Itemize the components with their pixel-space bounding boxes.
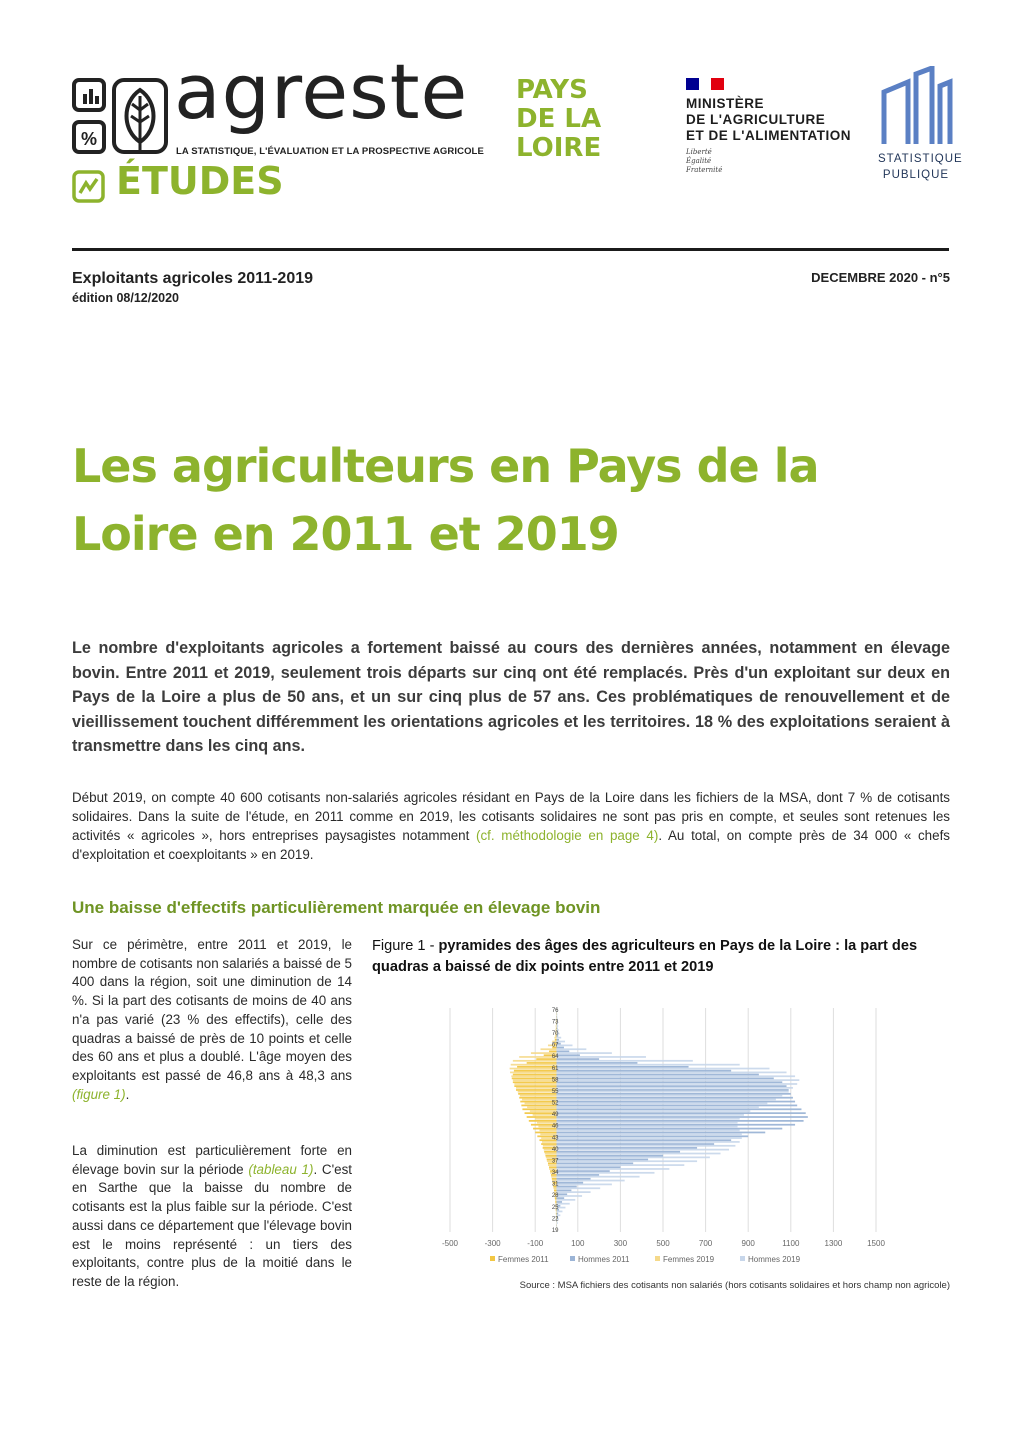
motto-line: Fraternité — [686, 166, 723, 174]
pyramid-bar — [557, 1151, 681, 1153]
pyramid-bar — [557, 1016, 558, 1018]
pyramid-bar — [557, 1132, 766, 1134]
pyramid-bar — [511, 1064, 557, 1066]
pyramid-bar — [557, 1101, 796, 1103]
pyramid-bar — [557, 1099, 776, 1101]
pyramid-bar — [557, 1048, 587, 1050]
pyramid-bar — [557, 1085, 787, 1087]
legend-label: Femmes 2019 — [663, 1255, 715, 1264]
pyramid-bar — [557, 1070, 732, 1072]
pyramid-bar — [557, 1106, 759, 1108]
pyramid-bar — [557, 1102, 768, 1104]
x-tick-label: 700 — [698, 1239, 713, 1248]
intro-text: Début 2019, on compte 40 600 cotisants non-salariés agricoles résidant en Pays de la Loire dans les fichiers de la MSA, dont 7 % de cotisants solidaires. Dans la suite de l'étude, en 2011 comme en 2019, les cotisants solidaires ne sont pas pris en compte, et seules sont retenues les activités « agricoles », hors entreprises paysagistes notamment — [72, 790, 950, 843]
pyramid-bar — [557, 1143, 715, 1145]
y-tick-label: 73 — [551, 1019, 559, 1026]
pyramid-bar — [549, 1050, 556, 1052]
ministry-line: MINISTÈRE — [686, 96, 765, 111]
pyramid-bar — [549, 1166, 556, 1168]
y-tick-label: 37 — [551, 1158, 559, 1165]
y-tick-label: 64 — [551, 1054, 559, 1061]
ministry-logo — [686, 78, 851, 175]
pyramid-bar — [557, 1191, 591, 1193]
pyramid-bar — [557, 1122, 738, 1124]
legend-swatch — [655, 1256, 660, 1261]
x-tick-label: 100 — [571, 1239, 585, 1248]
pyramid-bar — [557, 1120, 804, 1122]
pyramid-bar — [557, 1091, 789, 1093]
pyramid-bar — [557, 1066, 689, 1068]
pyramid-bar — [557, 1190, 572, 1192]
pyramid-bar — [557, 1052, 612, 1054]
legend-label: Femmes 2011 — [498, 1255, 549, 1264]
y-tick-label: 22 — [551, 1216, 559, 1223]
agreste-logo-icons — [72, 76, 170, 160]
paragraph-tail: . C'est en Sarthe que la baisse du nombre de cotisants est la plus faible sur la période. C'est aussi dans ce département que l'élevage bovin est le moins représenté : un tiers des exploitants, contre plus de la moitié dans le reste de la région. — [72, 1161, 352, 1289]
ministry-line: ET DE L'ALIMENTATION — [686, 128, 851, 143]
x-tick-label: 1500 — [867, 1239, 885, 1248]
republic-motto — [686, 148, 851, 175]
chart-source: Source : MSA fichiers des cotisants non salariés (hors cotisants solidaires et hors champ non agricole) — [519, 1280, 950, 1291]
y-tick-label: 28 — [551, 1193, 559, 1200]
pyramid-bar — [557, 1027, 558, 1029]
pyramid-bar — [557, 1068, 770, 1070]
pyramid-bar — [557, 1054, 580, 1056]
pyramid-bar — [557, 1089, 789, 1091]
y-tick-label: 40 — [551, 1146, 559, 1153]
pyramid-bar — [557, 1141, 740, 1143]
pyramid-bar — [511, 1075, 556, 1077]
pyramid-bar — [557, 1182, 584, 1184]
legend-swatch — [570, 1256, 575, 1261]
pyramid-bar — [512, 1078, 557, 1080]
pyramid-bar — [557, 1172, 655, 1174]
y-tick-label: 70 — [551, 1031, 559, 1038]
pyramid-bar — [514, 1085, 556, 1087]
motto-line: Liberté — [686, 148, 712, 156]
x-tick-label: 1100 — [782, 1239, 800, 1248]
ministry-line: DE L'AGRICULTURE — [686, 112, 826, 127]
pyramid-bar — [513, 1060, 557, 1062]
pyramid-bar — [557, 1039, 560, 1041]
table-link[interactable]: (tableau 1) — [248, 1161, 314, 1177]
pyramid-bar — [516, 1089, 556, 1091]
brand-wordmark: agreste — [174, 47, 469, 136]
figure-label: Figure 1 - — [372, 938, 439, 954]
pyramid-bar — [557, 1097, 793, 1099]
svg-text:%: % — [81, 129, 98, 149]
stat-line: PUBLIQUE — [882, 169, 950, 181]
y-tick-label: 31 — [551, 1181, 559, 1188]
pyramid-bar — [557, 1133, 742, 1135]
paragraph-text: Sur ce périmètre, entre 2011 et 2019, le nombre de cotisants non salariés a baissé de 5 400 dans la région, soit une diminution de 14 %. Si la part des cotisants de moins de 40 ans n'a pas varié (23 % des effectifs), celle des quadras a baissé de près de 10 points et celle des 60 ans et plus a doublé. L'âge moyen des exploitants est passé de 46,8 ans à 48,3 ans — [72, 937, 352, 1083]
pyramid-bar — [529, 1120, 557, 1122]
pyramid-bar — [519, 1097, 556, 1099]
legend-label: Hommes 2019 — [748, 1255, 801, 1264]
intro-paragraph — [72, 788, 950, 864]
statistique-publique-logo — [878, 66, 963, 183]
legend-label: Hommes 2011 — [578, 1255, 630, 1264]
publication-title: Exploitants agricoles 2011-2019 — [72, 270, 314, 287]
pyramid-bar — [557, 1174, 600, 1176]
pyramid-bar — [557, 1201, 563, 1203]
pyramid-bar — [557, 1112, 806, 1114]
pyramid-bar — [557, 1129, 740, 1131]
methodology-link[interactable]: (cf. méthodologie en page 4) — [476, 828, 659, 843]
pyramid-bar — [557, 1160, 698, 1162]
pyramid-bar — [557, 1145, 736, 1147]
pyramid-bar — [557, 1155, 664, 1157]
pyramid-bar — [557, 1124, 796, 1126]
pyramid-bar — [557, 1083, 798, 1085]
pyramid-bar — [554, 1190, 557, 1192]
pyramid-bar — [557, 1162, 634, 1164]
brand-tagline: LA STATISTIQUE, L'ÉVALUATION ET LA PROSPECTIVE AGRICOLE — [176, 146, 484, 157]
pyramid-bar — [557, 1213, 559, 1215]
pyramid-bar — [557, 1075, 796, 1077]
x-tick-label: -100 — [527, 1239, 544, 1248]
legend-swatch — [490, 1256, 495, 1261]
pyramid-bar — [557, 1170, 610, 1172]
buildings-icon — [878, 66, 954, 146]
pyramid-bar — [557, 1126, 738, 1128]
pyramid-bar — [513, 1074, 557, 1076]
pyramid-bar — [555, 1039, 557, 1041]
pyramid-bar — [557, 1074, 759, 1076]
y-tick-label: 76 — [551, 1007, 559, 1014]
y-tick-label: 52 — [551, 1100, 559, 1107]
figure-caption — [372, 936, 952, 978]
pyramid-bar — [557, 1128, 783, 1130]
x-tick-label: 900 — [741, 1239, 755, 1248]
motto-line: Égalité — [686, 157, 712, 165]
series-label: ÉTUDES — [116, 159, 284, 203]
pyramid-bar — [557, 1108, 802, 1110]
pyramid-bar — [557, 1116, 808, 1118]
stat-line: STATISTIQUE — [878, 153, 963, 165]
y-tick-label: 46 — [551, 1123, 559, 1130]
pyramid-bar — [522, 1108, 556, 1110]
y-tick-label: 43 — [551, 1135, 559, 1142]
pyramid-bar — [557, 1093, 791, 1095]
pyramid-bar — [557, 1081, 783, 1083]
paragraph-text: La diminution est particulièrement forte en élevage bovin sur la période — [72, 1143, 352, 1177]
region-line: LOIRE — [516, 133, 602, 163]
pyramid-bar — [557, 1072, 787, 1074]
pyramid-bar — [510, 1072, 556, 1074]
edition-date: édition 08/12/2020 — [72, 291, 180, 305]
pyramid-bar — [557, 1110, 751, 1112]
pyramid-bar — [557, 1168, 670, 1170]
pyramid-bar — [541, 1143, 556, 1145]
pyramid-bar — [557, 1044, 573, 1046]
pyramid-bar — [557, 1137, 742, 1139]
y-tick-label: 25 — [551, 1204, 559, 1211]
pyramid-bar — [557, 1164, 685, 1166]
pyramid-bar — [557, 1178, 591, 1180]
pyramid-bar — [557, 1156, 710, 1158]
pyramid-bar — [517, 1066, 556, 1068]
y-tick-label: 34 — [551, 1170, 559, 1177]
pyramid-bar — [545, 1155, 556, 1157]
pyramid-bar — [557, 1195, 583, 1197]
y-tick-label: 58 — [551, 1077, 559, 1084]
section-heading: Une baisse d'effectifs particulièrement marquée en élevage bovin — [72, 898, 601, 917]
pyramid-bar — [557, 1087, 793, 1089]
pyramid-bar — [557, 1187, 601, 1189]
pyramid-bar — [535, 1132, 556, 1134]
x-tick-label: -300 — [484, 1239, 501, 1248]
region-line: PAYS — [516, 75, 588, 105]
lead-paragraph: Le nombre d'exploitants agricoles a fortement baissé au cours des dernières années, notamment en élevage bovin. Entre 2011 et 2019, seulement trois départs sur cinq ont été remplacés. Près d'un exploitant sur deux en Pays de la Loire a plus de 50 ans, et un sur cinq plus de 57 ans. Ces problématiques de renouvellement et de vieillissement touchent différemment les orientations agricoles et les territoires. 18 % des exploitations seraient à transmettre dans les cinq ans. — [72, 639, 950, 755]
pyramid-bar — [557, 1056, 646, 1058]
page-title: Les agriculteurs en Pays de la Loire en 2011 et 2019 — [72, 439, 819, 561]
intro-tail: . Au total, on compte près de 34 000 « chefs d'exploitation et coexploitants » en 2019. — [72, 828, 950, 862]
pyramid-bar — [513, 1081, 557, 1083]
pyramid-bar — [557, 1180, 625, 1182]
pyramid-bar — [557, 1118, 740, 1120]
pyramid-bar — [557, 1058, 600, 1060]
body-paragraph — [72, 1142, 352, 1292]
pyramid-bar — [557, 1199, 576, 1201]
pyramid-bar — [557, 1176, 640, 1178]
x-tick-label: 300 — [613, 1239, 628, 1248]
x-tick-label: 1300 — [824, 1239, 843, 1248]
paragraph-tail: . — [125, 1086, 130, 1102]
trend-icon — [72, 170, 105, 203]
pyramid-bar — [557, 1060, 693, 1062]
pyramid-bar — [557, 1186, 577, 1188]
figure-link[interactable]: (figure 1) — [72, 1086, 126, 1102]
pyramid-bar — [557, 1153, 721, 1155]
pyramid-bar — [556, 1213, 557, 1215]
pyramid-bar — [557, 1050, 570, 1052]
issue-date: DECEMBRE 2020 - n°5 — [811, 270, 950, 285]
pyramid-bar — [557, 1159, 649, 1161]
region-name — [516, 76, 601, 163]
age-pyramid-chart — [430, 1000, 920, 1275]
pyramid-bar — [557, 1135, 749, 1137]
pyramid-bar — [556, 1027, 557, 1029]
pyramid-bar — [557, 1184, 612, 1186]
body-paragraph — [72, 936, 352, 1104]
x-tick-label: -500 — [441, 1239, 459, 1248]
pyramid-bar — [557, 1079, 800, 1081]
pyramid-bar — [557, 1147, 698, 1149]
pyramid-bar — [514, 1070, 557, 1072]
x-tick-label: 500 — [656, 1239, 670, 1248]
pyramid-bar — [514, 1083, 556, 1085]
pyramid-bar — [557, 1114, 744, 1116]
pyramid-bar — [516, 1087, 556, 1089]
y-tick-label: 55 — [551, 1088, 559, 1095]
figure-title: pyramides des âges des agriculteurs en Pays de la Loire : la part des quadras a baissé de dix points entre 2011 et 2019 — [372, 938, 918, 975]
y-tick-label: 19 — [551, 1228, 559, 1234]
french-flag-icon — [686, 78, 724, 90]
pyramid-bar — [557, 1095, 783, 1097]
pyramid-bar — [518, 1093, 556, 1095]
pyramid-bar — [552, 1178, 557, 1180]
region-line: DE LA — [516, 104, 602, 134]
y-tick-label: 67 — [551, 1042, 559, 1049]
pyramid-bar — [555, 1201, 556, 1203]
pyramid-bar — [557, 1064, 740, 1066]
pyramid-bar — [557, 1105, 798, 1107]
pyramid-bar — [527, 1062, 557, 1064]
legend-swatch — [740, 1256, 745, 1261]
pyramid-bar — [557, 1078, 774, 1080]
pyramid-bar — [557, 1139, 732, 1141]
pyramid-bar — [557, 1062, 638, 1064]
header-divider — [72, 248, 949, 251]
pyramid-bar — [557, 1166, 621, 1168]
pyramid-bar — [557, 1149, 730, 1151]
y-tick-label: 61 — [551, 1065, 559, 1072]
y-tick-label: 49 — [551, 1112, 559, 1119]
